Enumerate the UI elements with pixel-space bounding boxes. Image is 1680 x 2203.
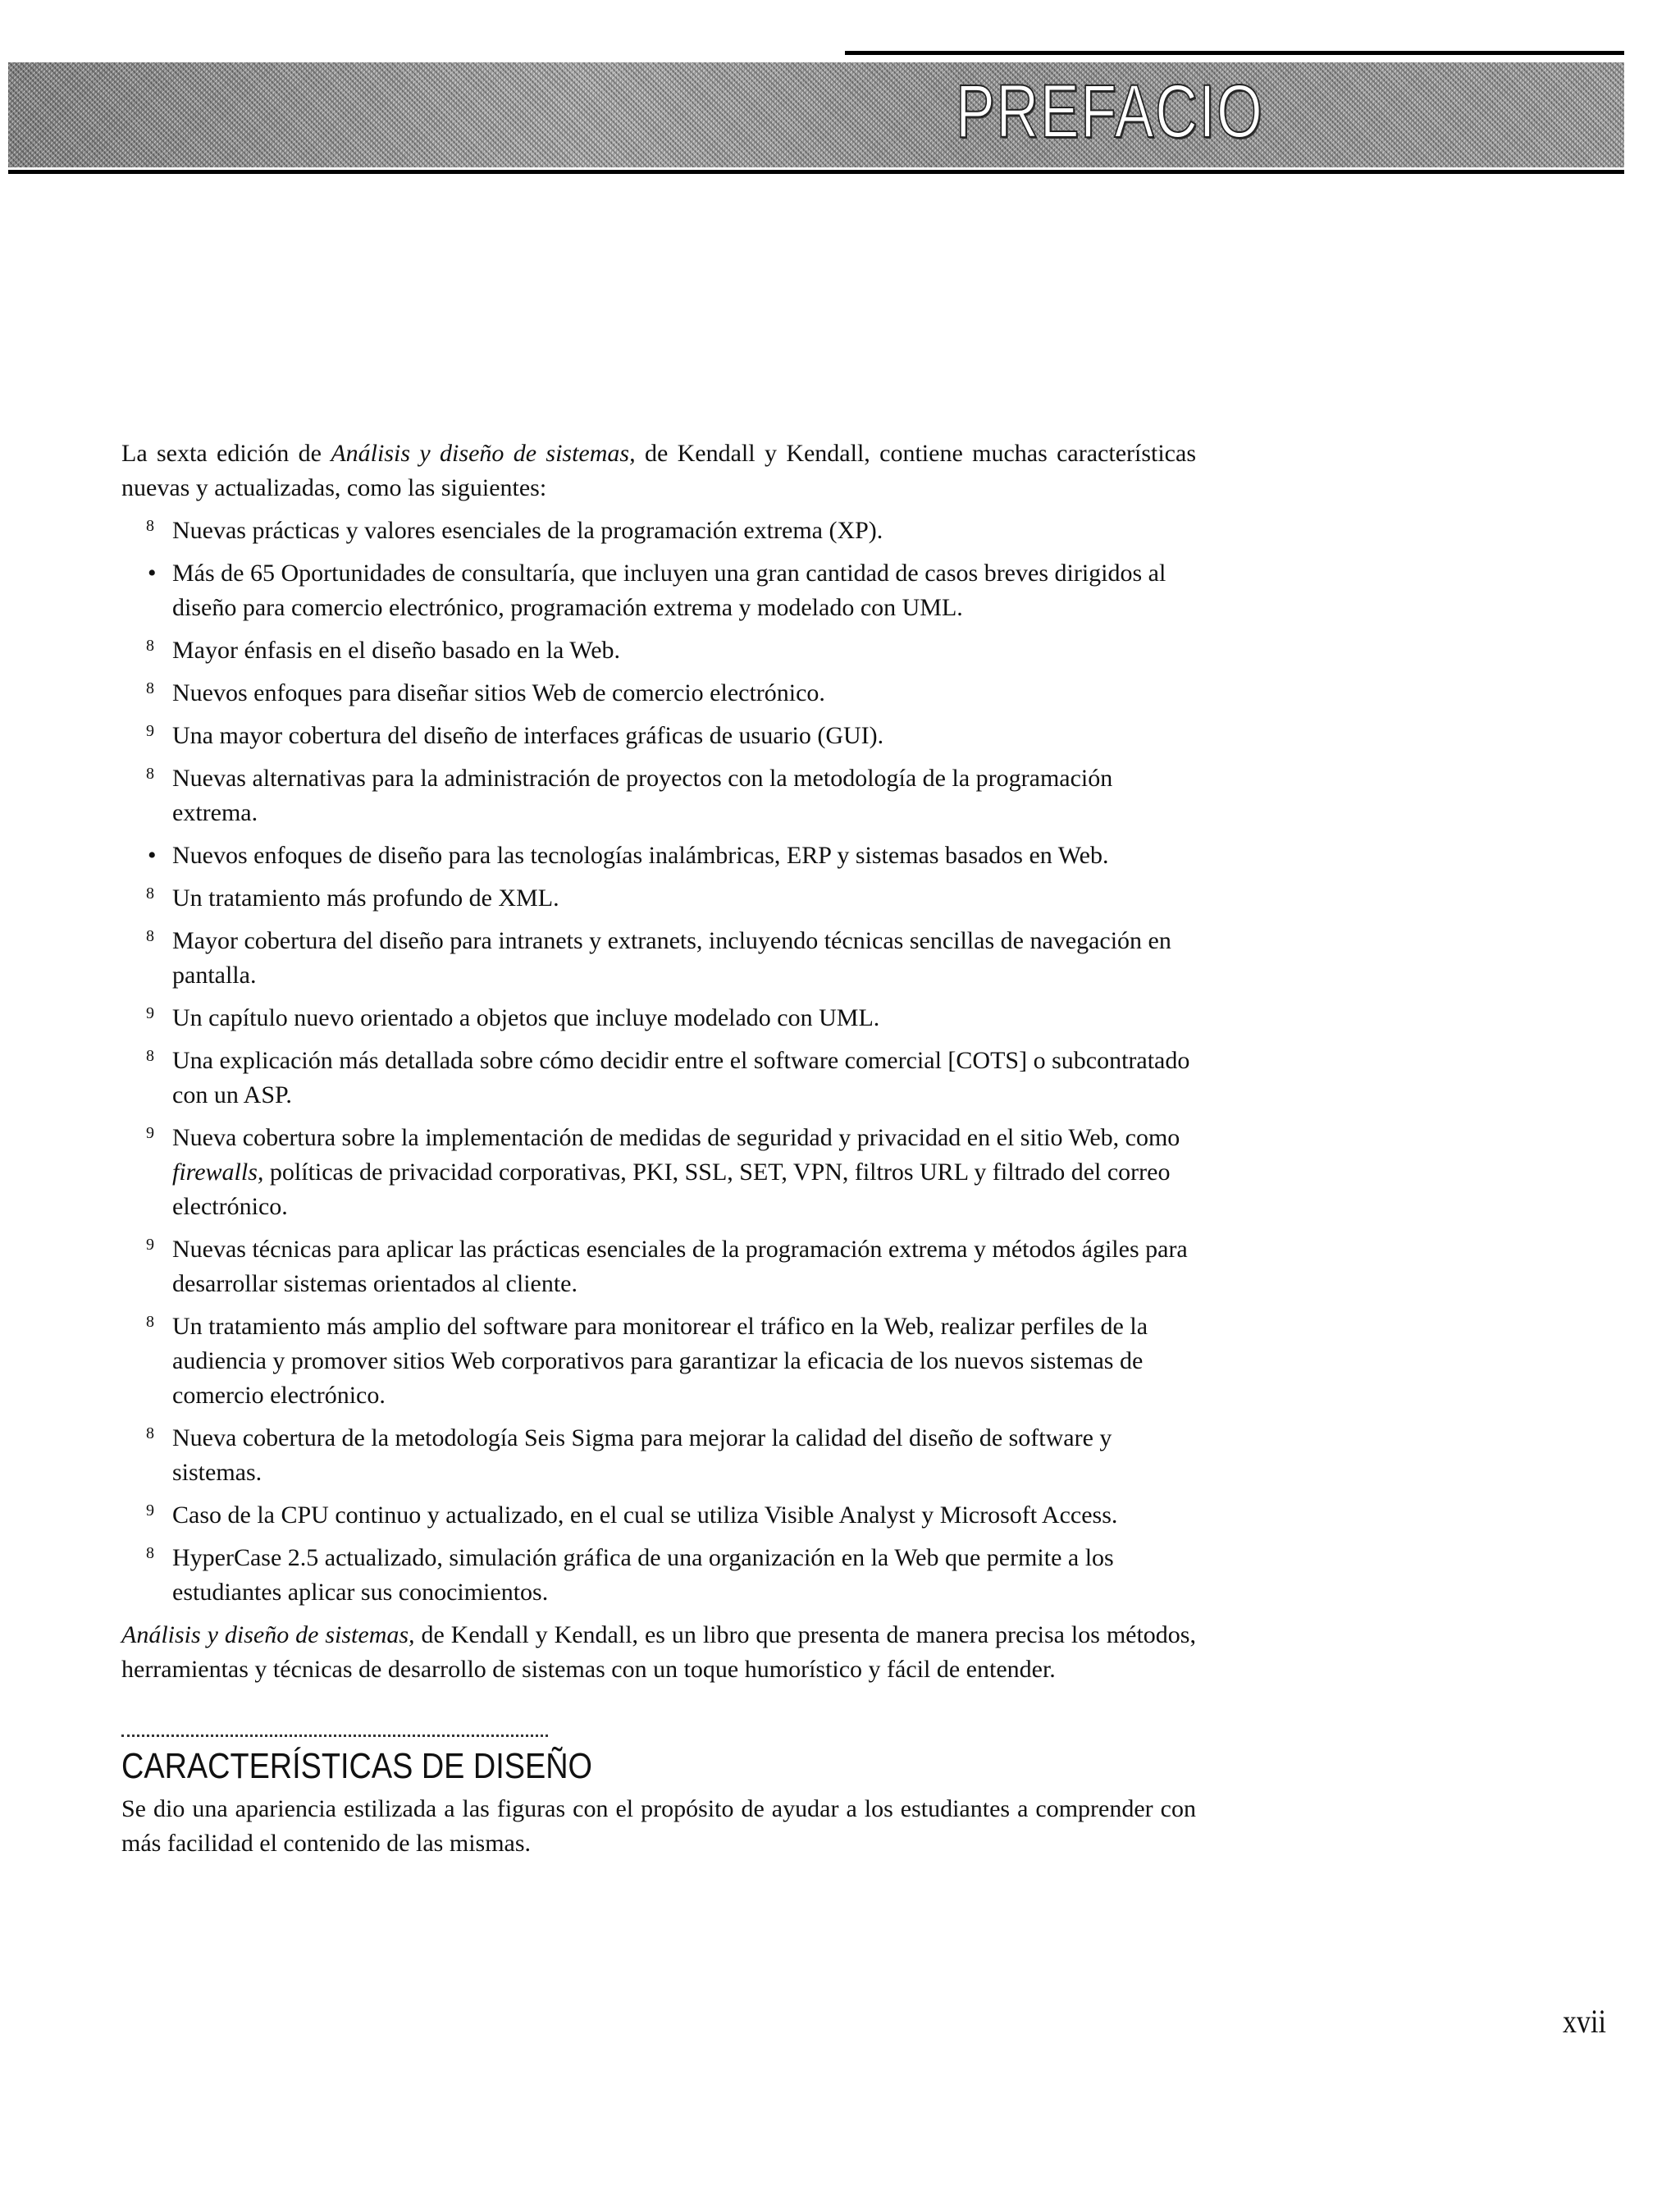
feature-text: Nuevos enfoques de diseño para las tecnologías inalámbricas, ERP y sistemas basados en Web. [172,842,1109,869]
feature-text-italic: firewalls, [172,1159,264,1186]
feature-text: Un tratamiento más amplio del software para monitorear el tráfico en la Web, realizar perfiles de la audiencia y promover sitios Web corporativos para garantizar la eficacia de los nuevos sistemas de comercio electrónico. [172,1313,1148,1409]
feature-marker: 8 [146,1047,154,1065]
feature-item [121,556,1196,625]
feature-item [121,1044,1196,1113]
intro-text-end: de Kendall y Kendall, contiene muchas características nuevas y actualizadas, como las siguientes: [121,440,1196,501]
feature-item [121,881,1196,916]
feature-item [121,514,1196,548]
feature-marker: 8 [146,765,154,783]
header-banner [8,62,1624,167]
section-heading: CARACTERÍSTICAS DE DISEÑO [121,1746,592,1786]
header-bottom-rule [8,170,1624,174]
feature-list [121,514,1196,1610]
feature-marker: 9 [146,1501,154,1520]
feature-item [121,1541,1196,1610]
section-paragraph: Se dio una apariencia estilizada a las figuras con el propósito de ayudar a los estudiantes a comprender con más facilidad el contenido de las mismas. [121,1795,1196,1857]
feature-marker: 8 [146,884,154,903]
page-content [121,436,1196,1861]
feature-marker: 9 [146,1124,154,1142]
feature-item [121,1498,1196,1533]
feature-marker: 8 [146,1313,154,1331]
closing-paragraph [121,1618,1196,1687]
intro-text-start: La sexta edición de [121,440,331,467]
feature-item [121,924,1196,993]
feature-marker: 9 [146,1236,154,1254]
feature-item [121,761,1196,830]
feature-item [121,719,1196,753]
feature-marker: 8 [146,927,154,945]
intro-book-title: Análisis y diseño de sistemas, [331,440,636,467]
feature-text: Nuevas técnicas para aplicar las prácticas esenciales de la programación extrema y métodos ágiles para desarrollar sistemas orientados al cliente. [172,1236,1188,1297]
feature-marker: 8 [146,679,154,697]
feature-text-end: políticas de privacidad corporativas, PKI, SSL, SET, VPN, filtros URL y filtrado del correo electrónico. [172,1159,1171,1220]
feature-item [121,1309,1196,1413]
feature-marker: 8 [146,1424,154,1442]
intro-paragraph [121,436,1196,505]
page-title: PREFACIO [956,70,1264,153]
feature-text: Nuevos enfoques para diseñar sitios Web de comercio electrónico. [172,679,825,706]
feature-text: Un tratamiento más profundo de XML. [172,884,559,912]
feature-text: Un capítulo nuevo orientado a objetos que incluye modelado con UML. [172,1004,880,1031]
feature-marker: • [148,560,157,587]
page-number: xvii [1563,2003,1606,2040]
feature-item [121,839,1196,873]
feature-text: Una mayor cobertura del diseño de interfaces gráficas de usuario (GUI). [172,722,884,749]
section-divider [121,1735,548,1737]
feature-item [121,1121,1196,1224]
feature-marker: 9 [146,722,154,740]
feature-item [121,633,1196,668]
feature-item [121,1001,1196,1035]
feature-text: Caso de la CPU continuo y actualizado, en el cual se utiliza Visible Analyst y Microsoft Access. [172,1501,1118,1529]
feature-marker: 8 [146,517,154,535]
feature-item [121,1232,1196,1301]
feature-item [121,676,1196,711]
feature-item [121,1421,1196,1490]
feature-marker: • [148,842,157,869]
closing-text: de Kendall y Kendall, es un libro que presenta de manera precisa los métodos, herramientas y técnicas de desarrollo de sistemas con un toque humorístico y fácil de entender. [121,1621,1196,1683]
feature-text: Nueva cobertura de la metodología Seis Sigma para mejorar la calidad del diseño de software y sistemas. [172,1424,1112,1486]
closing-book-title: Análisis y diseño de sistemas, [121,1621,415,1648]
feature-text: Nuevas alternativas para la administración de proyectos con la metodología de la programación extrema. [172,765,1113,826]
feature-text: Una explicación más detallada sobre cómo decidir entre el software comercial [COTS] o subcontratado con un ASP. [172,1047,1190,1108]
feature-text: Nuevas prácticas y valores esenciales de la programación extrema (XP). [172,517,883,544]
feature-text-start: Nueva cobertura sobre la implementación de medidas de seguridad y privacidad en el sitio Web, como [172,1124,1180,1151]
header-top-rule [845,51,1624,55]
feature-marker: 8 [146,1544,154,1562]
feature-text: Mayor cobertura del diseño para intranets y extranets, incluyendo técnicas sencillas de navegación en pantalla. [172,927,1171,989]
feature-marker: 8 [146,637,154,655]
feature-text: Más de 65 Oportunidades de consultaría, que incluyen una gran cantidad de casos breves dirigidos al diseño para comercio electrónico, programación extrema y modelado con UML. [172,560,1166,621]
feature-text: Mayor énfasis en el diseño basado en la Web. [172,637,621,664]
feature-marker: 9 [146,1004,154,1022]
feature-text: HyperCase 2.5 actualizado, simulación gráfica de una organización en la Web que permite a los estudiantes aplicar sus conocimientos. [172,1544,1114,1606]
